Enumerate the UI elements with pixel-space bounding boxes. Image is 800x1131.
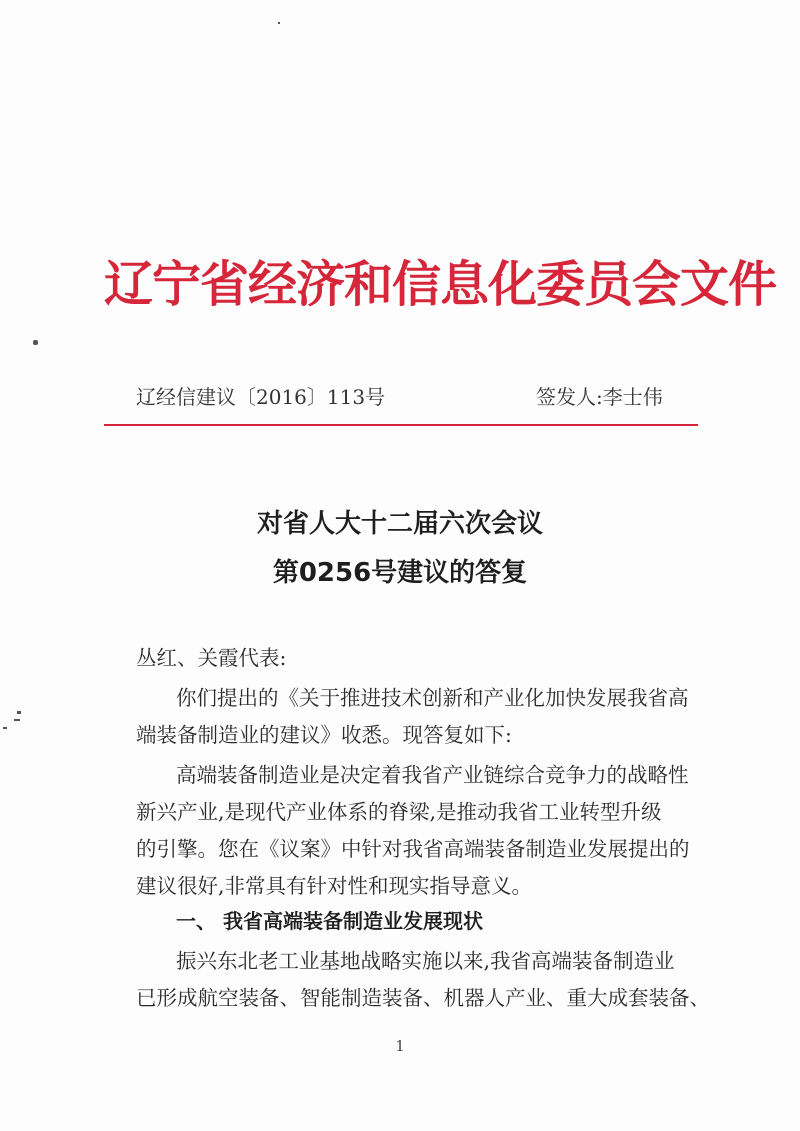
reply-title-line-2: 第0256号建议的答复 — [272, 558, 528, 588]
scan-speck — [3, 727, 7, 729]
reply-title-line-1: 对省人大十二届六次会议 — [256, 509, 543, 539]
document-number: 辽经信建议〔2016〕113号 — [136, 385, 386, 409]
scan-speck — [14, 719, 20, 721]
paragraph-line: 的引擎。您在《议案》中针对我省高端装备制造业发展提出的 — [136, 837, 690, 861]
paragraph-line: 你们提出的《关于推进技术创新和产业化加快发展我省高 — [176, 686, 689, 710]
paragraph-line: 建议很好,非常具有针对性和现实指导意义。 — [136, 874, 533, 898]
red-divider-line — [104, 424, 698, 426]
scan-speck — [33, 340, 38, 345]
paragraph-line: 振兴东北老工业基地战略实施以来,我省高端装备制造业 — [176, 949, 675, 973]
page-number: 1 — [395, 1037, 405, 1055]
paragraph-line: 已形成航空装备、智能制造装备、机器人产业、重大成套装备、 — [136, 986, 710, 1010]
paragraph-line: 高端装备制造业是决定着我省产业链综合竞争力的战略性 — [176, 763, 689, 787]
paragraph-line: 新兴产业,是现代产业体系的脊梁,是推动我省工业转型升级 — [136, 800, 662, 824]
signer: 签发人:李士伟 — [536, 385, 663, 409]
salutation: 丛红、关霞代表: — [136, 646, 287, 670]
issuing-authority-title: 辽宁省经济和信息化委员会文件 — [104, 255, 777, 313]
scan-speck — [278, 22, 280, 24]
section-heading: 一、 我省高端装备制造业发展现状 — [176, 909, 483, 933]
scan-speck — [17, 711, 21, 714]
paragraph-line: 端装备制造业的建议》收悉。现答复如下: — [136, 723, 512, 747]
